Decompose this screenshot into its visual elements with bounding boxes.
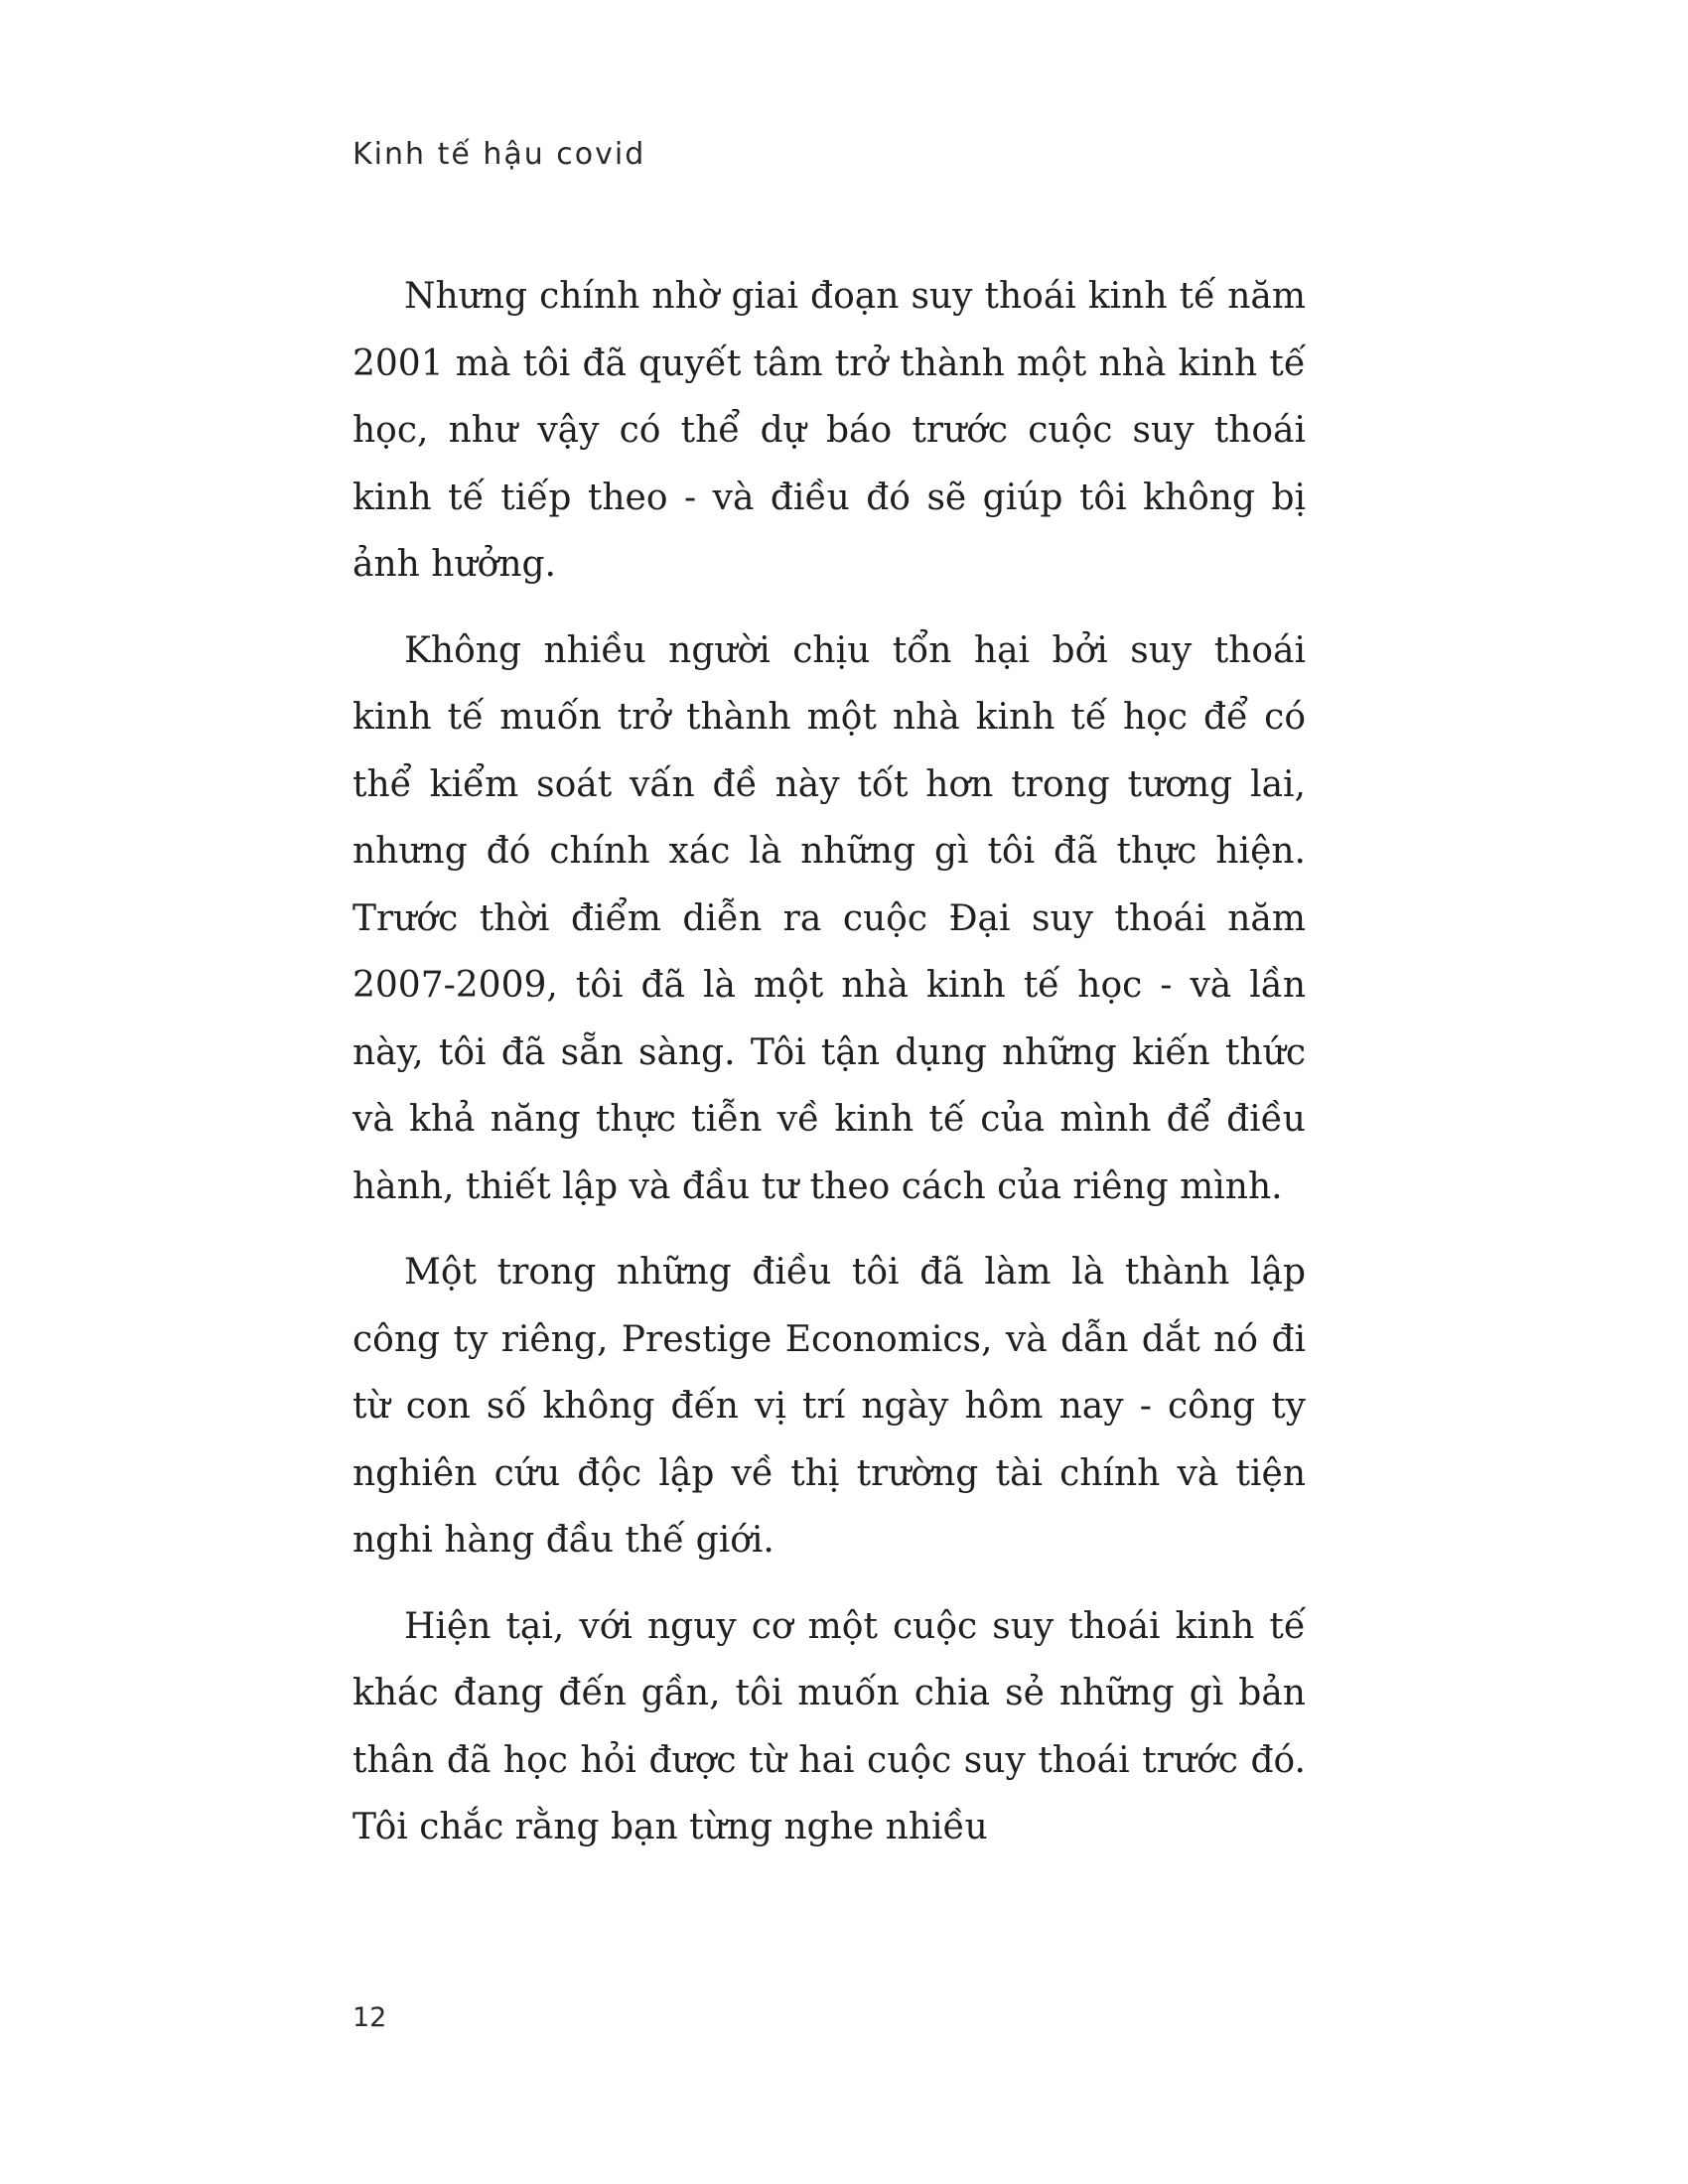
body-text xyxy=(352,263,1306,1880)
paragraph-2: Không nhiều người chịu tổn hại bởi suy thoái kinh tế muốn trở thành một nhà kinh tế học để có thể kiểm soát vấn đề này tốt hơn trong tương lai, nhưng đó chính xác là những gì tôi đã thực hiện. Trước thời điểm diễn ra cuộc Đại suy thoái năm 2007-2009, tôi đã là một nhà kinh tế học - và lần này, tôi đã sẵn sàng. Tôi tận dụng những kiến thức và khả năng thực tiễn về kinh tế của mình để điều hành, thiết lập và đầu tư theo cách của riêng mình. xyxy=(352,629,1306,1207)
running-header: Kinh tế hậu covid xyxy=(352,137,646,172)
paragraph-4: Hiện tại, với nguy cơ một cuộc suy thoái kinh tế khác đang đến gần, tôi muốn chia sẻ những gì bản thân đã học hỏi được từ hai cuộc suy thoái trước đó. Tôi chắc rằng bạn từng nghe nhiều xyxy=(352,1605,1306,1847)
page-number: 12 xyxy=(352,2002,387,2033)
paragraph-3: Một trong những điều tôi đã làm là thành lập công ty riêng, Prestige Economics, và dẫn dắt nó đi từ con số không đến vị trí ngày hôm nay - công ty nghiên cứu độc lập về thị trường tài chính và tiện nghi hàng đầu thế giới. xyxy=(352,1252,1306,1561)
paragraph-1: Nhưng chính nhờ giai đoạn suy thoái kinh tế năm 2001 mà tôi đã quyết tâm trở thành một nhà kinh tế học, như vậy có thể dự báo trước cuộc suy thoái kinh tế tiếp theo - và điều đó sẽ giúp tôi không bị ảnh hưởng. xyxy=(352,276,1306,585)
